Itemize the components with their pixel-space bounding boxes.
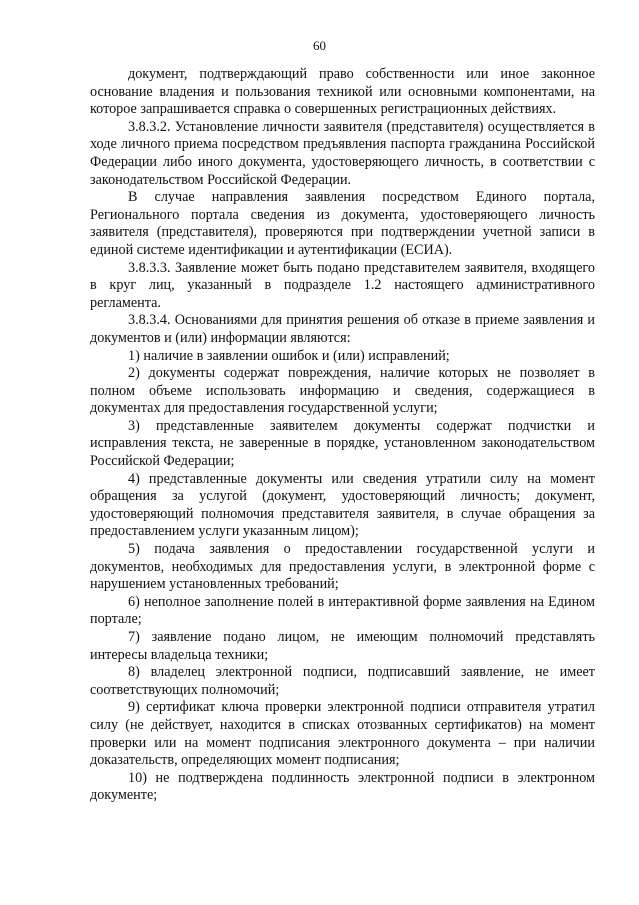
paragraph-continuation: документ, подтверждающий право собственности или иное законное основание владения и пользования техникой или основными компонентами, на которое запрашивается справка о совершенных регистрационных действиях. [90,66,595,118]
list-item-2: 2) документы содержат повреждения, наличие которых не позволяет в полном объеме использовать информацию и сведения, содержащиеся в документах для предоставления государственной услуги; [90,365,595,417]
list-item-1: 1) наличие в заявлении ошибок и (или) исправлений; [128,347,450,364]
list-item-10: 10) не подтверждена подлинность электронной подписи в электронном документе; [90,769,595,804]
list-item-3: 3) представленные заявителем документы содержат подчистки и исправления текста, не заверенные в порядке, установленном законодательством Российской Федерации; [90,417,595,470]
paragraph-3-8-3-4: 3.8.3.4. Основаниями для принятия решения об отказе в приеме заявления и документов и (или) информации являются: [90,312,595,346]
page-number: 60 [313,38,326,53]
list-item-5: 5) подача заявления о предоставлении государственной услуги и документов, необходимых для предоставления услуги, в электронной форме с нарушением установленных требований; [90,541,595,593]
list-item-8: 8) владелец электронной подписи, подписавший заявление, не имеет соответствующих полномочий; [90,664,595,698]
list-item-9: 9) сертификат ключа проверки электронной подписи отправителя утратил силу (не действует, находится в списках отозванных сертификатов) на момент проверки или на момент подписания электронного документа – при наличии доказательств, определяющих момент подписания; [90,699,595,769]
list-item-4: 4) представленные документы или сведения утратили силу на момент обращения за услугой (документ, удостоверяющий личность; документ, удостоверяющий полномочия представителя заявителя, в случае обращения за предоставлением услуги указанным лицом); [90,470,595,540]
paragraph-esia: В случае направления заявления посредством Единого портала, Регионального портала сведения из документа, удостоверяющего личность заявителя (представителя), проверяются при подтверждении учетной записи в единой системе идентификации и аутентификации (ЕСИА). [90,189,595,258]
list-item-7: 7) заявление подано лицом, не имеющим полномочий представлять интересы владельца техники; [90,629,595,663]
list-item-6: 6) неполное заполнение полей в интерактивной форме заявления на Едином портале; [90,593,595,628]
paragraph-3-8-3-2: 3.8.3.2. Установление личности заявителя (представителя) осуществляется в ходе личного приема посредством предъявления паспорта гражданина Российской Федерации либо иного документа, удостоверяющего личность, в соответствии с законодательством Российской Федерации. [90,118,595,188]
document-body [90,66,595,805]
paragraph-3-8-3-3: 3.8.3.3. Заявление может быть подано представителем заявителя, входящего в круг лиц, указанный в подразделе 1.2 настоящего административного регламента. [90,259,595,311]
